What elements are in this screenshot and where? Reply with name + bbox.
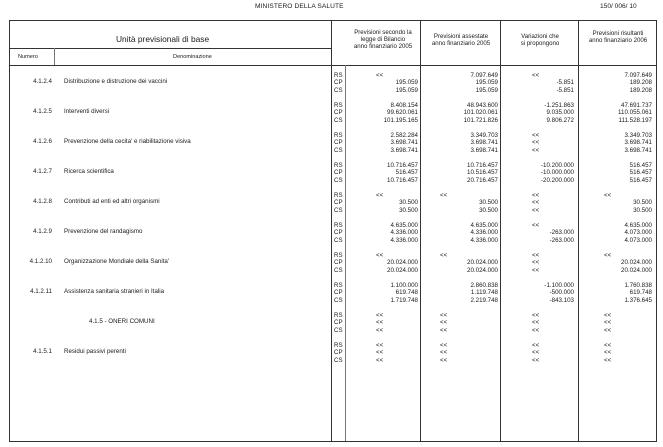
cell-variazioni: << [532,252,540,259]
col-prev-risultanti-line2: anno finanziario 2006 [588,36,648,44]
cell-prev-bilancio: << [376,349,384,357]
cell-prev-assestate: 3.698.741 [470,139,498,147]
row-code: CS [334,266,343,274]
cell-prev-risultanti: << [604,342,612,349]
cell-prev-risultanti: 4.073.000 [624,229,652,237]
cell-prev-bilancio: 195.059 [395,79,418,87]
cell-prev-bilancio: 10.716.457 [387,162,418,169]
cell-prev-risultanti: 7.097.649 [624,72,652,79]
cell-prev-bilancio: 20.024.000 [387,266,418,274]
cell-prev-risultanti: 111.528.197 [618,116,652,124]
row-denominazione: Residui passivi perenti [64,348,126,355]
cell-prev-risultanti: 516.457 [629,176,652,184]
row-denominazione: Prevenzione del randagismo [64,228,143,235]
cell-prev-risultanti: 30.500 [633,206,652,214]
cell-variazioni: -20.200.000 [540,176,574,184]
cell-prev-bilancio: 1.719.748 [390,296,418,304]
row-code: CS [334,296,343,304]
cell-prev-bilancio: 8.408.154 [390,102,418,109]
row-numero: 4.1.2.9 [33,228,52,235]
cell-prev-risultanti: 1.376.645 [624,296,652,304]
cell-prev-risultanti: 516.457 [629,169,652,177]
cell-prev-assestate: 30.500 [479,206,498,214]
cell-prev-bilancio: 2.582.284 [390,132,418,139]
row-denominazione: Ricerca scientifica [64,168,114,175]
cell-prev-bilancio: 4.336.000 [390,236,418,244]
col-variazioni-line1: Variazioni che [521,33,559,40]
cell-prev-bilancio: << [376,356,384,364]
col-prev-assestate-line2: anno finanziario 2005 [431,39,491,47]
unit-title: Unità previsionali di base [116,34,210,44]
cell-variazioni: -10.200.000 [540,162,574,169]
row-code: RS [334,162,343,169]
cell-variazioni: -5.851 [556,79,574,87]
row-code: RS [334,132,343,139]
col-divider-bilancio [420,20,421,441]
cell-prev-risultanti: 189.208 [629,79,652,87]
row-code: RS [334,102,343,109]
cell-prev-bilancio: << [376,192,384,199]
cell-prev-assestate: << [440,252,448,259]
cell-prev-assestate: 30.500 [479,199,498,207]
row-code: RS [334,312,343,319]
cell-prev-assestate: 3.698.741 [470,146,498,154]
cell-prev-assestate: 10.516.457 [467,169,498,177]
cell-prev-risultanti: << [604,349,612,357]
row-code: RS [334,72,343,79]
cell-prev-bilancio: 1.100.000 [390,282,418,289]
row-code: CS [334,206,343,214]
cell-variazioni: << [532,206,540,214]
row-code: RS [334,282,343,289]
col-prev-bilancio-line2: legge di Bilancio [360,35,406,43]
cell-variazioni: << [532,72,540,79]
row-code: CP [334,109,343,117]
cell-prev-bilancio: << [376,342,384,349]
row-code: CS [334,116,343,124]
cell-prev-risultanti: << [604,192,612,199]
cell-variazioni: << [532,132,540,139]
cell-prev-assestate: << [440,349,448,357]
cell-prev-risultanti: 47.691.737 [621,102,652,109]
header-bottom-line [9,65,657,66]
cell-prev-bilancio: 10.716.457 [387,176,418,184]
row-code: CS [334,356,343,364]
cell-prev-bilancio: 3.698.741 [390,146,418,154]
col-divider-assestate [500,20,501,441]
col-denominazione-label: Denominazione [173,54,212,60]
cell-prev-bilancio: 3.698.741 [390,139,418,147]
cell-variazioni: -1.100.000 [544,282,574,289]
cell-prev-risultanti: 1.760.838 [624,282,652,289]
row-code: CP [334,79,343,87]
cell-variazioni: -5.851 [556,86,574,94]
row-code: CP [334,259,343,267]
cell-prev-bilancio: << [376,312,384,319]
cell-prev-bilancio: 30.500 [399,199,418,207]
col-variazioni-header [502,34,578,48]
cell-prev-assestate: 195.059 [475,86,498,94]
cell-variazioni: << [532,312,540,319]
cell-prev-risultanti: 110.055.061 [618,109,652,117]
cell-variazioni: << [532,266,540,274]
cell-prev-bilancio: 30.500 [399,206,418,214]
col-prev-bilancio-header [343,30,423,51]
cell-variazioni: << [532,319,540,327]
row-numero: 4.1.2.8 [33,198,52,205]
cell-prev-bilancio: 101.195.165 [383,116,418,124]
row-code: CP [334,289,343,297]
cell-prev-bilancio: << [376,319,384,327]
cell-prev-assestate: 20.024.000 [467,259,498,267]
row-code: CP [334,169,343,177]
cell-prev-risultanti: 189.208 [629,86,652,94]
col-variazioni-line2: si propongono [520,39,560,47]
cell-variazioni: << [532,146,540,154]
cell-prev-risultanti: 516.457 [629,162,652,169]
cell-prev-bilancio: << [376,72,384,79]
cell-prev-risultanti: << [604,312,612,319]
header-divider [9,48,331,49]
cell-prev-assestate: << [440,342,448,349]
row-code: RS [334,222,343,229]
cell-prev-risultanti: << [604,252,612,259]
row-code: CS [334,326,343,334]
cell-variazioni: -1.251.863 [544,102,574,109]
col-prev-bilancio-line1: Previsioni secondo la [354,29,412,36]
cell-prev-bilancio: 619.748 [395,289,418,297]
cell-prev-risultanti: << [604,326,612,334]
cell-prev-bilancio: 4.635.000 [390,222,418,229]
cell-prev-assestate: 10.716.457 [467,162,498,169]
cell-prev-bilancio: 20.024.000 [387,259,418,267]
ministry-title: MINISTERO DELLA SALUTE [255,3,344,10]
cell-prev-bilancio: 195.059 [395,86,418,94]
cell-prev-bilancio: 4.336.000 [390,229,418,237]
cell-prev-bilancio: << [376,326,384,334]
row-code: CP [334,319,343,327]
cell-variazioni: << [532,192,540,199]
cell-prev-assestate: 4.635.000 [470,222,498,229]
cell-prev-assestate: 195.059 [475,79,498,87]
cell-prev-bilancio: << [376,252,384,259]
cell-variazioni: -843.103 [549,296,574,304]
row-numero: 4.1.2.7 [33,168,52,175]
row-code: CS [334,236,343,244]
row-code: RS [334,192,343,199]
cell-prev-assestate: << [440,326,448,334]
cell-variazioni: << [532,326,540,334]
col-prev-assestate-header [422,34,500,48]
cell-prev-risultanti: 4.073.000 [624,236,652,244]
cell-prev-risultanti: 20.024.000 [621,259,652,267]
row-numero: 4.1.2.6 [33,138,52,145]
row-denominazione: Contributi ad enti ed altri organismi [64,198,160,205]
row-code: CP [334,199,343,207]
cell-variazioni: << [532,259,540,267]
cell-prev-assestate: << [440,319,448,327]
cell-variazioni: << [532,342,540,349]
cell-prev-assestate: 2.860.838 [470,282,498,289]
row-numero: 4.1.5.1 [33,348,52,355]
cell-variazioni: -500.000 [549,289,574,297]
cell-prev-risultanti: 619.748 [629,289,652,297]
row-code: CS [334,146,343,154]
cell-prev-assestate: 3.349.703 [470,132,498,139]
cell-variazioni: << [532,356,540,364]
row-denominazione: Interventi diversi [64,108,110,115]
row-code: RS [334,252,343,259]
row-denominazione: Assistenza sanitaria stranieri in Italia [64,288,165,295]
row-numero: 4.1.2.4 [33,78,52,85]
cell-prev-risultanti: << [604,356,612,364]
cell-variazioni: -263.000 [549,229,574,237]
cell-variazioni: 9.035.000 [546,109,574,117]
cell-prev-assestate: 101.721.826 [463,116,498,124]
cell-prev-assestate: 20.716.457 [467,176,498,184]
col-prev-bilancio-line3: anno finanziario 2005 [353,42,413,50]
cell-variazioni: << [532,199,540,207]
cell-prev-risultanti: 3.698.741 [624,139,652,147]
col-prev-risultanti-header [579,31,657,45]
col-divider-numero [54,48,55,65]
cell-prev-assestate: 2.219.748 [470,296,498,304]
row-code: CS [334,86,343,94]
row-code: CS [334,176,343,184]
cell-prev-bilancio: 99.620.061 [387,109,418,117]
col-prev-risultanti-line1: Previsioni risultanti [592,30,644,37]
row-numero: 4.1.2.10 [29,258,52,265]
cell-prev-assestate: 20.024.000 [467,266,498,274]
row-denominazione: Prevenzione della cecita' e riabilitazione visiva [64,138,191,145]
cell-prev-assestate: 1.119.748 [470,289,498,297]
cell-prev-assestate: 4.336.000 [470,236,498,244]
cell-prev-assestate: 4.336.000 [470,229,498,237]
cell-variazioni: << [532,222,540,229]
cell-variazioni: -263.000 [549,236,574,244]
cell-prev-risultanti: 4.635.000 [624,222,652,229]
cell-prev-risultanti: 3.698.741 [624,146,652,154]
cell-prev-bilancio: 516.457 [395,169,418,177]
row-numero: 4.1.2.5 [33,108,52,115]
cell-prev-assestate: << [440,356,448,364]
row-code: CP [334,139,343,147]
cell-variazioni: -10.000.000 [540,169,574,177]
cell-prev-risultanti: << [604,319,612,327]
cell-variazioni: 9.806.272 [546,116,574,124]
cell-variazioni: << [532,349,540,357]
cell-prev-assestate: << [440,192,448,199]
row-code: RS [334,342,343,349]
cell-prev-assestate: << [440,312,448,319]
cell-variazioni: << [532,139,540,147]
row-code: CP [334,229,343,237]
cell-prev-assestate: 7.097.649 [470,72,498,79]
cell-prev-assestate: 48.943.600 [467,102,498,109]
row-code: CP [334,349,343,357]
col-numero-label: Numero [18,54,38,60]
page-code: 150/ 006/ 10 [600,3,637,10]
cell-prev-assestate: 101.020.061 [463,109,498,117]
row-denominazione: Organizzazione Mondiale della Sanita' [64,258,170,265]
row-numero: 4.1.2.11 [30,288,52,295]
col-prev-assestate-line1: Previsioni assestate [433,33,489,40]
cell-prev-risultanti: 30.500 [633,199,652,207]
row-denominazione: Distribuzione e distruzione dei vaccini [64,78,168,85]
cell-prev-risultanti: 3.349.703 [624,132,652,139]
cell-prev-risultanti: 20.024.000 [621,266,652,274]
col-divider-codes [331,20,332,441]
row-denominazione: 4.1.5 - ONERI COMUNI [89,318,155,325]
col-divider-variazioni [578,20,579,441]
